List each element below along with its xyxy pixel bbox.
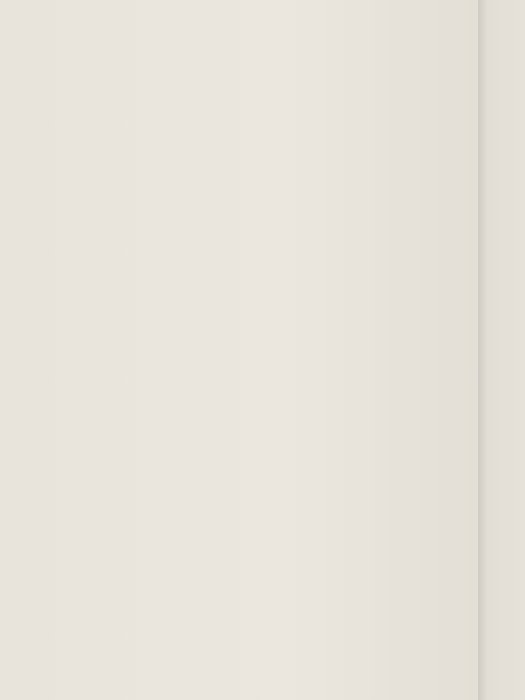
index-page-row bbox=[38, 660, 468, 678]
adjacent-page-edge bbox=[478, 0, 525, 700]
extra-page-row bbox=[38, 208, 468, 226]
